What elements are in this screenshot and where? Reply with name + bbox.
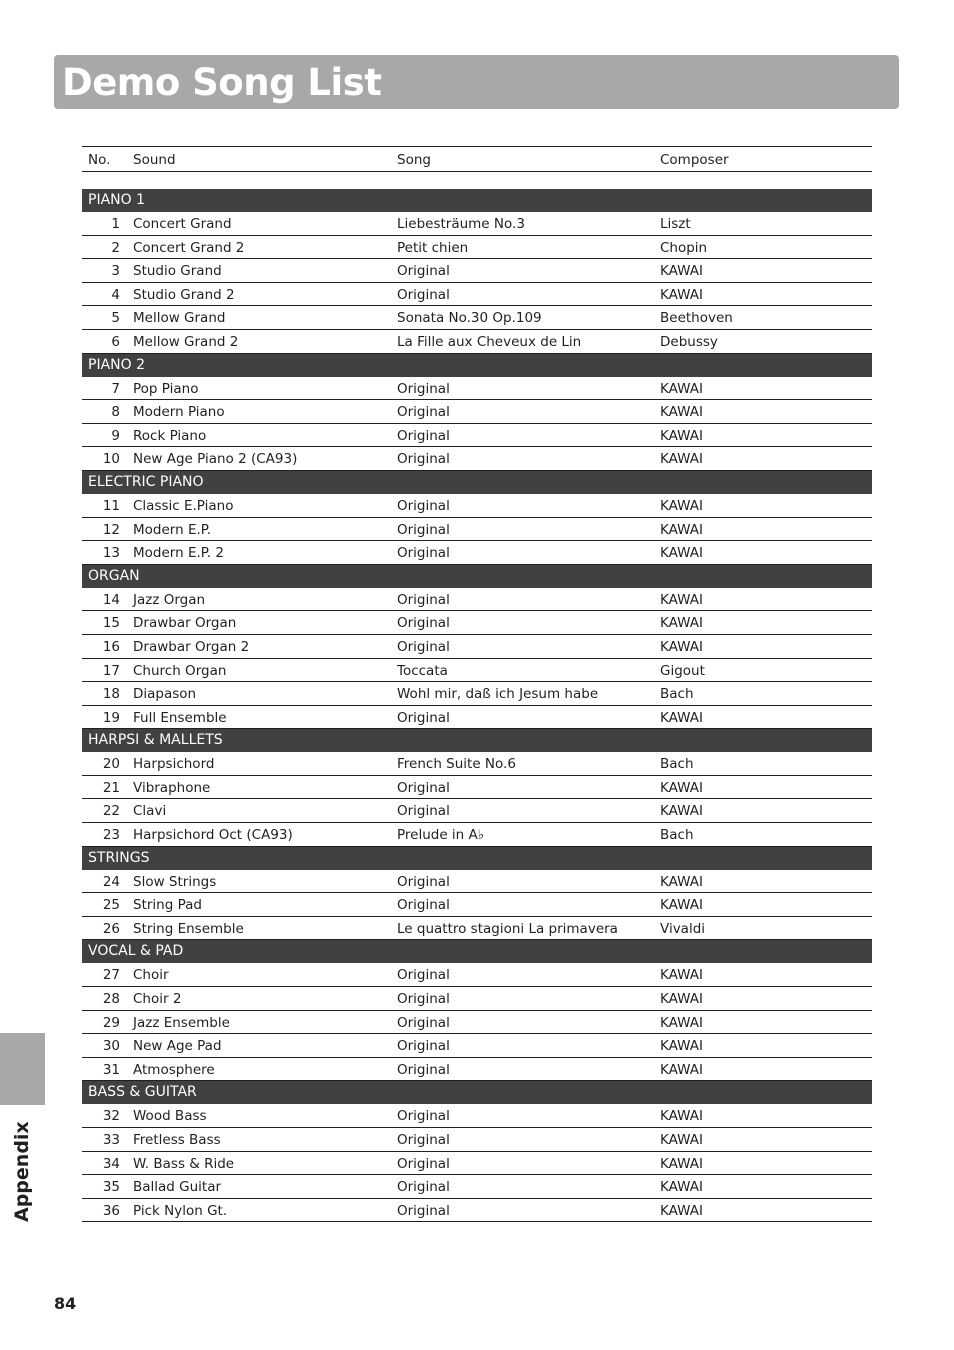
cell-composer: KAWAI (660, 1061, 703, 1078)
cell-sound: Choir 2 (133, 991, 182, 1008)
cell-song: Original (397, 1061, 450, 1078)
cell-no: 26 (102, 920, 120, 937)
table-row (82, 893, 872, 917)
cell-no: 15 (102, 615, 120, 632)
table-row (82, 823, 872, 847)
table-row (82, 1128, 872, 1152)
cell-sound: Church Organ (133, 662, 227, 679)
category-header (82, 847, 872, 870)
cell-sound: Studio Grand 2 (133, 286, 235, 303)
header-song: Song (397, 152, 431, 168)
cell-no: 28 (102, 991, 120, 1008)
cell-song: Original (397, 1132, 450, 1148)
cell-sound: Studio Grand (133, 263, 222, 280)
cell-composer: KAWAI (660, 380, 703, 397)
cell-song: Original (397, 545, 450, 562)
cell-song: Original (397, 427, 450, 444)
cell-sound: Pick Nylon Gt. (133, 1202, 228, 1219)
cell-no: 16 (102, 638, 120, 655)
cell-sound: Mellow Grand (133, 310, 226, 327)
cell-sound: Fretless Bass (133, 1132, 221, 1148)
cell-sound: Concert Grand 2 (133, 239, 245, 256)
cell-song: Original (397, 803, 450, 820)
cell-no: 27 (102, 967, 120, 984)
cell-song: Original (397, 497, 450, 514)
cell-sound: Harpsichord (133, 756, 215, 773)
cell-sound: Clavi (133, 803, 167, 820)
cell-no: 13 (102, 545, 120, 562)
cell-composer: KAWAI (660, 1132, 703, 1148)
cell-no: 3 (111, 263, 120, 280)
cell-composer: Vivaldi (660, 920, 706, 937)
table-row (82, 963, 872, 987)
header-no: No. (88, 152, 111, 168)
cell-song: Original (397, 1202, 450, 1219)
table-row (82, 799, 872, 823)
cell-sound: Full Ensemble (133, 709, 227, 726)
cell-song: Original (397, 709, 450, 726)
cell-sound: Atmosphere (133, 1061, 215, 1078)
cell-sound: Ballad Guitar (133, 1179, 222, 1196)
table-row (82, 236, 872, 260)
cell-composer: Gigout (660, 662, 705, 679)
section-label: Appendix (11, 1121, 33, 1222)
cell-composer: KAWAI (660, 638, 703, 655)
cell-composer: KAWAI (660, 427, 703, 444)
table-row (82, 987, 872, 1011)
cell-no: 4 (111, 286, 120, 303)
cell-song: Original (397, 638, 450, 655)
cell-composer: KAWAI (660, 404, 703, 421)
cell-sound: String Ensemble (133, 920, 244, 937)
cell-song: Liebesträume No.3 (397, 216, 525, 232)
header-spacer (82, 172, 872, 189)
cell-song: Original (397, 873, 450, 890)
cell-sound: String Pad (133, 897, 202, 914)
cell-composer: KAWAI (660, 709, 703, 726)
cell-no: 12 (102, 521, 120, 538)
cell-sound: Vibraphone (133, 779, 211, 796)
cell-no: 11 (102, 497, 120, 514)
table-row (82, 1058, 872, 1082)
cell-song: Original (397, 615, 450, 632)
cell-composer: KAWAI (660, 1202, 703, 1219)
cell-song: Original (397, 286, 450, 303)
cell-song: Original (397, 1014, 450, 1031)
cell-song: Original (397, 779, 450, 796)
cell-no: 19 (102, 709, 120, 726)
cell-no: 2 (111, 239, 120, 256)
cell-song: Original (397, 1108, 450, 1125)
cell-no: 36 (102, 1202, 120, 1219)
cell-composer: KAWAI (660, 779, 703, 796)
cell-song: Petit chien (397, 239, 469, 256)
cell-song: Original (397, 404, 450, 421)
cell-composer: KAWAI (660, 545, 703, 562)
cell-sound: Choir (133, 967, 169, 984)
cell-no: 8 (111, 404, 120, 421)
cell-no: 35 (102, 1179, 120, 1196)
table-row (82, 259, 872, 283)
cell-sound: Classic E.Piano (133, 497, 234, 514)
cell-sound: Pop Piano (133, 380, 199, 397)
cell-no: 5 (111, 310, 120, 327)
table-row (82, 1011, 872, 1035)
category-name: PIANO 1 (88, 192, 145, 208)
cell-composer: KAWAI (660, 991, 703, 1008)
cell-no: 30 (102, 1038, 120, 1055)
cell-sound: Drawbar Organ (133, 615, 237, 632)
cell-no: 7 (111, 380, 120, 397)
cell-composer: KAWAI (660, 1155, 703, 1172)
cell-composer: KAWAI (660, 497, 703, 514)
cell-no: 23 (102, 827, 120, 844)
cell-no: 25 (102, 897, 120, 914)
table-row (82, 706, 872, 730)
cell-sound: Rock Piano (133, 427, 207, 444)
page-number: 84 (54, 1294, 77, 1313)
table-row (82, 870, 872, 894)
category-header (82, 1081, 872, 1104)
demo-song-table (82, 146, 872, 1222)
category-header (82, 354, 872, 377)
cell-sound: New Age Pad (133, 1038, 222, 1055)
cell-sound: W. Bass & Ride (133, 1155, 235, 1172)
table-row (82, 611, 872, 635)
category-header (82, 729, 872, 752)
table-row (82, 424, 872, 448)
cell-song: Sonata No.30 Op.109 (397, 310, 542, 327)
table-header (82, 146, 872, 172)
page-title: Demo Song List (62, 61, 382, 104)
cell-no: 22 (102, 803, 120, 820)
table-row (82, 682, 872, 706)
cell-sound: Diapason (133, 686, 197, 703)
cell-sound: Slow Strings (133, 873, 217, 890)
cell-sound: Modern E.P. 2 (133, 545, 224, 562)
cell-sound: Concert Grand (133, 216, 232, 232)
cell-composer: KAWAI (660, 451, 703, 468)
cell-no: 1 (111, 216, 120, 232)
cell-song: Original (397, 967, 450, 984)
cell-sound: Modern Piano (133, 404, 225, 421)
table-row (82, 494, 872, 518)
cell-composer: KAWAI (660, 897, 703, 914)
category-name: PIANO 2 (88, 356, 145, 373)
cell-sound: Jazz Organ (133, 591, 206, 608)
category-header (82, 471, 872, 494)
cell-no: 33 (102, 1132, 120, 1148)
cell-composer: Debussy (660, 333, 718, 350)
table-row (82, 1104, 872, 1128)
table-row (82, 306, 872, 330)
table-row (82, 212, 872, 236)
cell-song: Original (397, 1038, 450, 1055)
cell-sound: New Age Piano 2 (CA93) (133, 451, 298, 468)
cell-composer: KAWAI (660, 967, 703, 984)
cell-song: Original (397, 1179, 450, 1196)
table-row (82, 588, 872, 612)
cell-no: 10 (102, 451, 120, 468)
category-name: VOCAL & PAD (88, 943, 184, 960)
cell-song: French Suite No.6 (397, 756, 516, 773)
cell-no: 14 (102, 591, 120, 608)
cell-composer: KAWAI (660, 803, 703, 820)
cell-sound: Jazz Ensemble (133, 1014, 230, 1031)
cell-composer: Bach (660, 827, 694, 844)
table-row (82, 518, 872, 542)
cell-song: Wohl mir, daß ich Jesum habe (397, 686, 599, 703)
cell-sound: Drawbar Organ 2 (133, 638, 250, 655)
table-row (82, 447, 872, 471)
cell-no: 20 (102, 756, 120, 773)
table-row (82, 1034, 872, 1058)
cell-composer: Bach (660, 756, 694, 773)
cell-no: 29 (102, 1014, 120, 1031)
cell-composer: KAWAI (660, 1038, 703, 1055)
table-row (82, 635, 872, 659)
header-sound: Sound (133, 152, 176, 168)
table-row (82, 330, 872, 354)
cell-no: 9 (111, 427, 120, 444)
cell-composer: KAWAI (660, 615, 703, 632)
cell-song: Prelude in A♭ (397, 827, 485, 844)
cell-no: 6 (111, 333, 120, 350)
cell-no: 21 (102, 779, 120, 796)
table-row (82, 1199, 872, 1223)
table-row (82, 377, 872, 401)
cell-no: 17 (102, 662, 120, 679)
cell-song: Original (397, 591, 450, 608)
category-name: HARPSI & MALLETS (88, 732, 223, 749)
cell-composer: KAWAI (660, 873, 703, 890)
category-name: BASS & GUITAR (88, 1084, 197, 1101)
cell-composer: Chopin (660, 239, 708, 256)
cell-sound: Harpsichord Oct (CA93) (133, 827, 293, 844)
cell-no: 31 (102, 1061, 120, 1078)
table-row (82, 1175, 872, 1199)
cell-composer: Bach (660, 686, 694, 703)
cell-composer: KAWAI (660, 521, 703, 538)
table-row (82, 776, 872, 800)
cell-song: Original (397, 380, 450, 397)
table-row (82, 541, 872, 565)
cell-song: Original (397, 991, 450, 1008)
cell-composer: Beethoven (660, 310, 733, 327)
cell-composer: KAWAI (660, 1014, 703, 1031)
category-header (82, 565, 872, 588)
cell-song: Toccata (397, 662, 448, 679)
cell-composer: KAWAI (660, 1179, 703, 1196)
category-name: ORGAN (88, 567, 140, 584)
cell-composer: KAWAI (660, 591, 703, 608)
cell-song: Original (397, 521, 450, 538)
table-row (82, 283, 872, 307)
cell-song: Original (397, 1155, 450, 1172)
table-row (82, 400, 872, 424)
cell-song: Original (397, 451, 450, 468)
cell-composer: Liszt (660, 216, 691, 232)
cell-no: 32 (102, 1108, 120, 1125)
category-name: ELECTRIC PIANO (88, 473, 204, 490)
cell-composer: KAWAI (660, 286, 703, 303)
cell-sound: Mellow Grand 2 (133, 333, 239, 350)
cell-composer: KAWAI (660, 263, 703, 280)
cell-song: Le quattro stagioni La primavera (397, 920, 618, 937)
cell-no: 24 (102, 873, 120, 890)
cell-composer: KAWAI (660, 1108, 703, 1125)
table-row (82, 659, 872, 683)
title-banner (54, 55, 899, 109)
cell-no: 34 (102, 1155, 120, 1172)
section-tab (0, 1033, 45, 1105)
cell-song: Original (397, 263, 450, 280)
cell-no: 18 (102, 686, 120, 703)
table-row (82, 1152, 872, 1176)
table-row (82, 752, 872, 776)
header-composer: Composer (660, 152, 729, 168)
cell-sound: Wood Bass (133, 1108, 207, 1125)
category-name: STRINGS (88, 849, 150, 866)
cell-song: Original (397, 897, 450, 914)
table-row (82, 917, 872, 941)
cell-sound: Modern E.P. (133, 521, 212, 538)
cell-song: La Fille aux Cheveux de Lin (397, 333, 582, 350)
category-header (82, 189, 872, 212)
table-body (82, 189, 872, 1222)
category-header (82, 940, 872, 963)
